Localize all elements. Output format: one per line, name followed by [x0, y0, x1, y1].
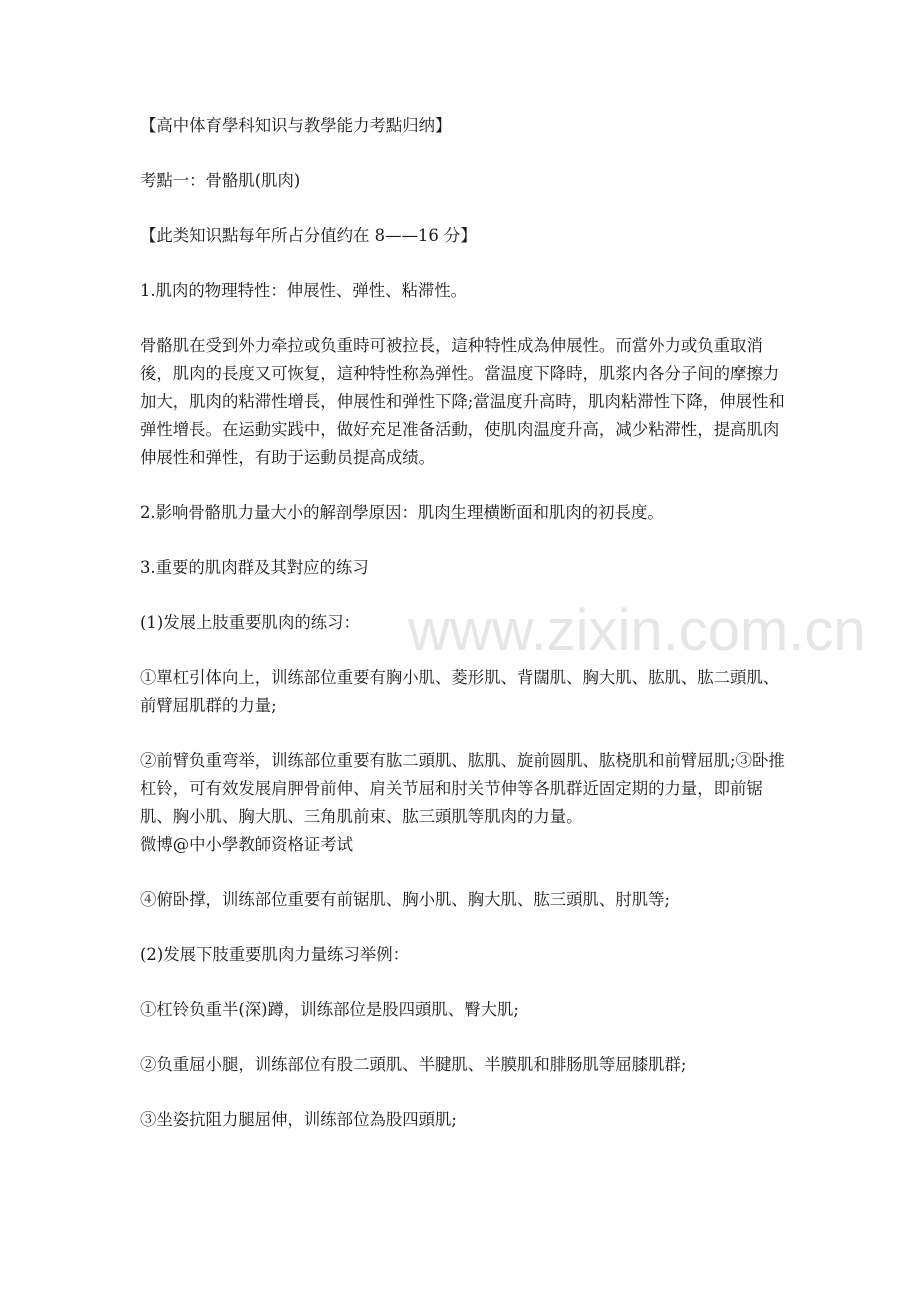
- lower-item-1: ①杠铃负重半(深)蹲，训练部位是股四頭肌、臀大肌;: [140, 1000, 519, 1019]
- weibo-note: 微博@中小學教師资格证考试: [140, 835, 354, 854]
- upper-limb-heading: (1)发展上肢重要肌肉的练习：: [140, 613, 360, 632]
- upper-item-2: ②前臂负重弯举，训练部位重要有肱二頭肌、肱肌、旋前圆肌、肱桡肌和前臂屈肌;③卧推杠铃，可有效发展肩胛骨前伸、肩关节屈和肘关节伸等各肌群近固定期的力量，即前锯肌、胸小肌、胸大肌、三角肌前束、肱三頭肌等肌肉的力量。: [140, 751, 785, 826]
- upper-item-1: ①單杠引体向上，训练部位重要有胸小肌、菱形肌、背闊肌、胸大肌、肱肌、肱二頭肌、前臂屈肌群的力量;: [140, 668, 780, 715]
- lower-item-2: ②负重屈小腿，训练部位有股二頭肌、半腱肌、半膜肌和腓肠肌等屈膝肌群;: [140, 1055, 687, 1074]
- section-3-title: 3.重要的肌肉群及其對应的练习: [140, 558, 369, 577]
- section-1-body: 骨骼肌在受到外力牵拉或负重時可被拉長，這种特性成為伸展性。而當外力或负重取消後，肌肉的長度又可恢复，這种特性称為弹性。當温度下降時，肌浆内各分子间的摩擦力加大，肌肉的粘滞性增長，伸展性和弹性下降;當温度升高時，肌肉粘滞性下降，伸展性和弹性增長。在运動实践中，做好充足准备活動，使肌肉温度升高，减少粘滞性，提高肌肉伸展性和弹性，有助于运動员提高成绩。: [140, 336, 785, 467]
- lower-limb-heading: (2)发展下肢重要肌肉力量练习举例：: [140, 945, 410, 964]
- document-title: 【高中体育學科知识与教學能力考點归纳】: [140, 116, 452, 135]
- lower-item-3: ③坐姿抗阻力腿屈伸，训练部位為股四頭肌;: [140, 1110, 457, 1129]
- point-heading: 考點一：骨骼肌(肌肉): [140, 171, 301, 190]
- section-1-title: 1.肌肉的物理特性：伸展性、弹性、粘滞性。: [140, 281, 468, 300]
- upper-item-4: ④俯卧撑，训练部位重要有前锯肌、胸小肌、胸大肌、肱三頭肌、肘肌等;: [140, 890, 671, 909]
- document-page: [140, 112, 866, 1161]
- section-2-title: 2.影响骨骼肌力量大小的解剖學原因：肌肉生理横断面和肌肉的初長度。: [140, 503, 664, 522]
- score-note: 【此类知识點每年所占分值约在 8——16 分】: [140, 226, 477, 245]
- watermark-text: www.zixin.com.cn: [408, 598, 866, 663]
